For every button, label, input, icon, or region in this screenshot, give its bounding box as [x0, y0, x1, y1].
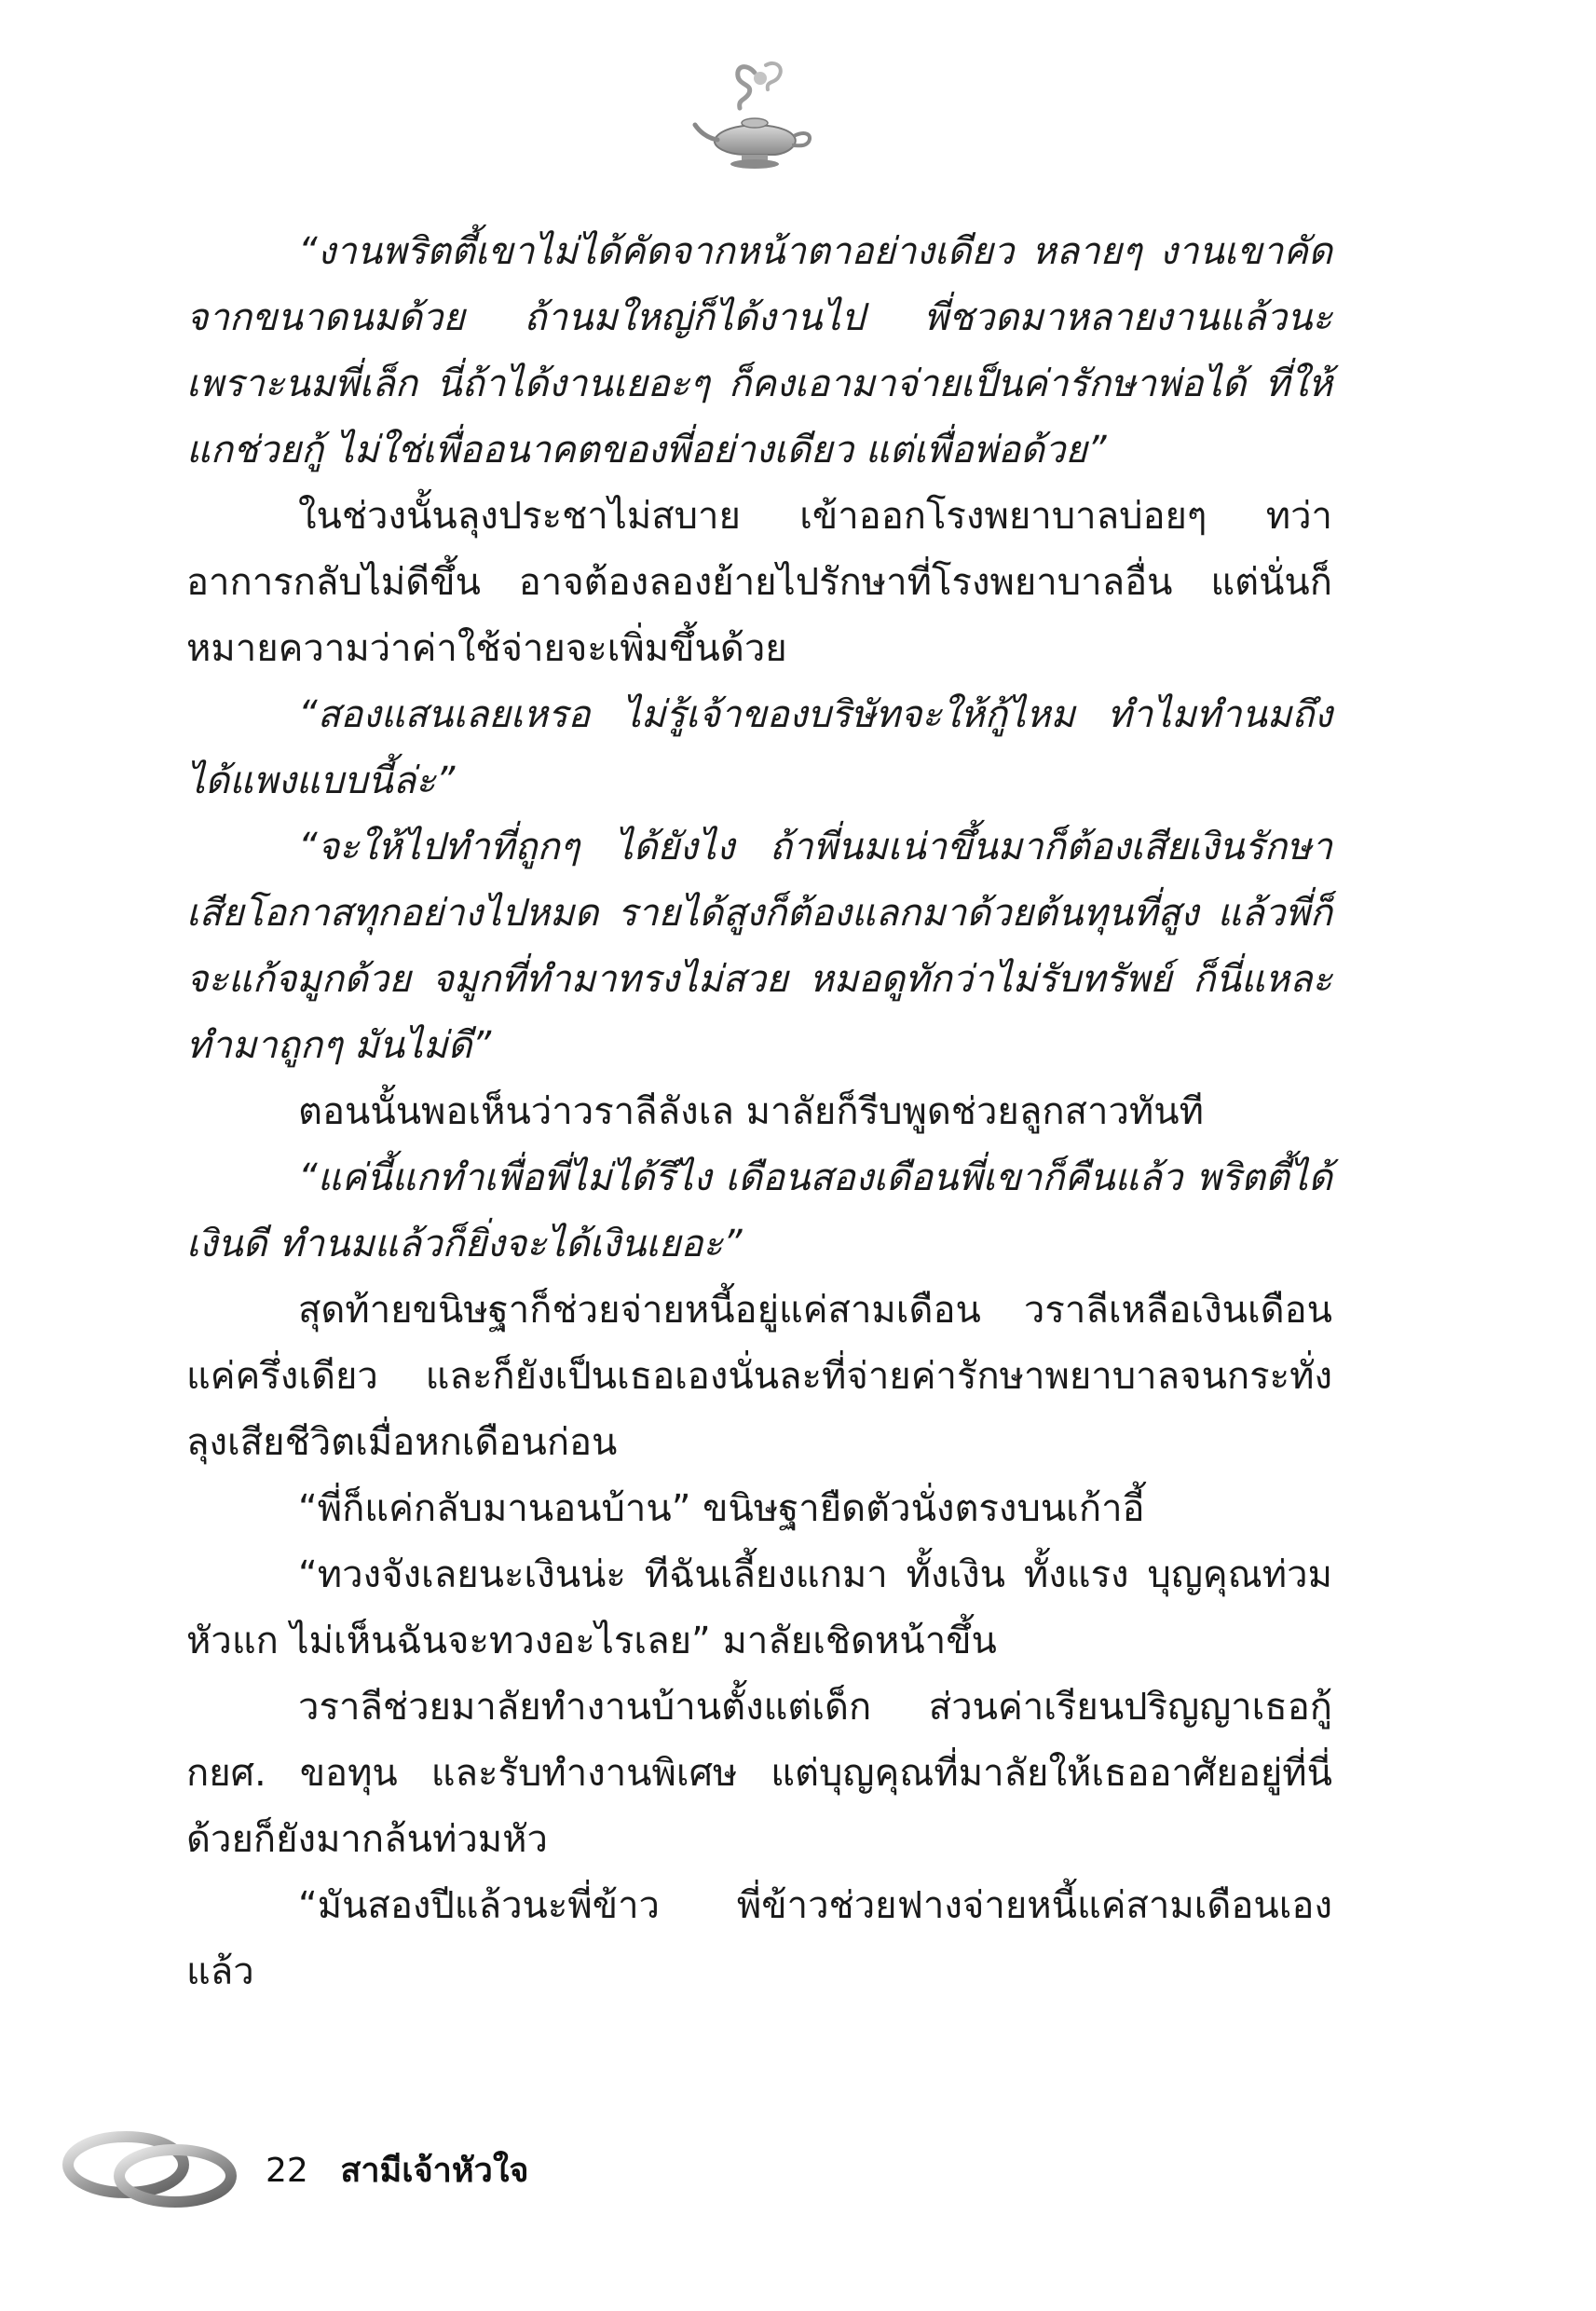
paragraph-11: “มันสองปีแล้วนะพี่ข้าว พี่ข้าวช่วยฟางจ่ายหนี้แค่สามเดือนเอง แล้ว	[186, 1884, 1332, 1993]
paragraph-1: “งานพริตตี้เขาไม่ได้คัดจากหน้าตาอย่างเดียว หลายๆ งานเขาคัดจากขนาดนมด้วย ถ้านมใหญ่ก็ได้งานไป พี่ชวดมาหลายงานแล้วนะ เพราะนมพี่เล็ก นี่ถ้าได้งานเยอะๆ ก็คงเอามาจ่ายเป็นค่ารักษาพ่อได้ ที่ให้แกช่วยกู้ ไม่ใช่เพื่ออนาคตของพี่อย่างเดียว แต่เพื่อพ่อด้วย”	[186, 230, 1332, 472]
paragraph-8: “พี่ก็แค่กลับมานอนบ้าน” ขนิษฐายืดตัวนั่งตรงบนเก้าอี้	[298, 1487, 1145, 1530]
genie-lamp-ornament-icon	[689, 56, 820, 177]
paragraph-4: “จะให้ไปทำที่ถูกๆ ได้ยังไง ถ้าพี่นมเน่าขึ้นมาก็ต้องเสียเงินรักษา เสียโอกาสทุกอย่างไปหมด รายได้สูงก็ต้องแลกมาด้วยต้นทุนที่สูง แล้วพี่ก็จะแก้จมูกด้วย จมูกที่ทำมาทรงไม่สวย หมอดูทักว่าไม่รับทรัพย์ ก็นี่แหละ ทำมาถูกๆ มันไม่ดี”	[186, 826, 1332, 1067]
page-body	[186, 219, 1332, 2005]
paragraph-7: สุดท้ายขนิษฐาก็ช่วยจ่ายหนี้อยู่แค่สามเดือน วราลีเหลือเงินเดือนแค่ครึ่งเดียว และก็ยังเป็นเธอเองนั่นละที่จ่ายค่ารักษาพยาบาลจนกระทั่งลุงเสียชีวิตเมื่อหกเดือนก่อน	[186, 1289, 1332, 1464]
page-number: 22	[266, 2152, 308, 2190]
paragraph-3: “สองแสนเลยเหรอ ไม่รู้เจ้าของบริษัทจะให้กู้ไหม ทำไมทำนมถึงได้แพงแบบนี้ล่ะ”	[186, 693, 1332, 802]
paragraph-5: ตอนนั้นพอเห็นว่าวราลีลังเล มาลัยก็รีบพูดช่วยลูกสาวทันที	[298, 1090, 1204, 1133]
wedding-rings-icon	[56, 2120, 242, 2213]
paragraph-9: “ทวงจังเลยนะเงินน่ะ ทีฉันเลี้ยงแกมา ทั้งเงิน ทั้งแรง บุญคุณท่วมหัวแก ไม่เห็นฉันจะทวงอะไรเลย” มาลัยเชิดหน้าขึ้น	[186, 1553, 1332, 1662]
paragraph-10: วราลีช่วยมาลัยทำงานบ้านตั้งแต่เด็ก ส่วนค่าเรียนปริญญาเธอกู้ กยศ. ขอทุน และรับทำงานพิเศษ แต่บุญคุณที่มาลัยให้เธออาศัยอยู่ที่นี่ด้วยก็ยังมากล้นท่วมหัว	[186, 1686, 1332, 1861]
paragraph-2: ในช่วงนั้นลุงประชาไม่สบาย เข้าออกโรงพยาบาลบ่อยๆ ทว่าอาการกลับไม่ดีขึ้น อาจต้องลองย้ายไปรักษาที่โรงพยาบาลอื่น แต่นั่นก็หมายความว่าค่าใช้จ่ายจะเพิ่มขึ้นด้วย	[186, 495, 1332, 670]
paragraph-6: “แค่นี้แกทำเพื่อพี่ไม่ได้รึไง เดือนสองเดือนพี่เขาก็คืนแล้ว พริตตี้ได้เงินดี ทำนมแล้วก็ยิ่งจะได้เงินเยอะ”	[186, 1156, 1332, 1265]
page-footer	[266, 2143, 529, 2196]
book-title: สามีเจ้าหัวใจ	[340, 2152, 529, 2190]
